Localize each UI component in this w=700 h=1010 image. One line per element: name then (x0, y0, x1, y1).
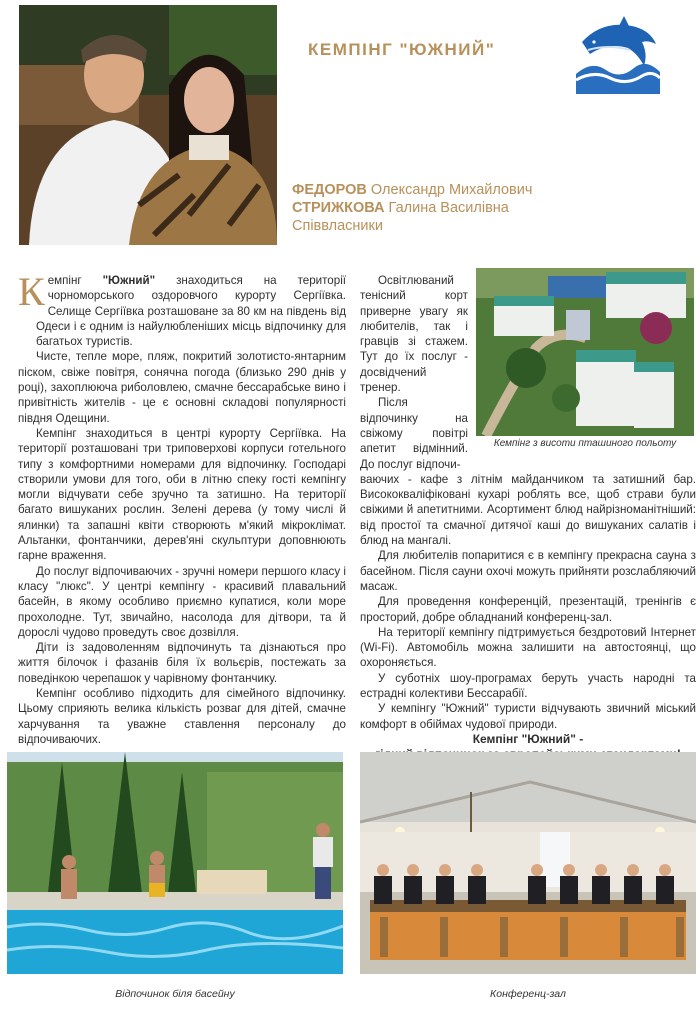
aerial-caption: Кемпінг з висоти пташиного польоту (493, 438, 677, 449)
article-paragraph: Кемпінг знаходиться в центрі курорту Сергіївка. На території розташовані три триповерхові корпуси готельного типу з комфортними номерами для відпочинку. Господарі створили умови для того, оби в літню спеку гості кемпінгу могли відчувати себе зручно та затишно. На території багато вишуканих рослин. Зелені дерева (у тому числі й ялинки) та запашні квіти створюють м'який мікроклімат. Альтанки, фонтанчики, дерев'яні скульптури доповнюють гарне враження. (18, 426, 346, 563)
owners-photo (19, 5, 277, 245)
article-paragraph: На території кемпінгу підтримується бездротовий Інтернет (Wi-Fi). Автомобіль можна залишити на автостоянці, що охороняється. (360, 625, 696, 670)
article-paragraph: У кемпінгу "Южний" туристи відчувають звичний міський комфорт в обіймах чудової природи. (360, 702, 696, 731)
pool-caption: Відпочинок біля басейну (115, 988, 235, 1000)
article-left-column (18, 269, 346, 747)
slogan-line-1: Кемпінг "Южний" - (472, 731, 584, 746)
article-paragraph: Для любителів попаритися є в кемпінгу прекрасна сауна з басейном. Після сауни охочі можуть прийняти розслабляючий масаж. (360, 549, 696, 593)
owner1-name: Олександр Михайлович (370, 182, 533, 198)
conference-photo (360, 752, 696, 974)
owners-block (292, 181, 532, 235)
article-paragraph: Кемпінг особливо підходить для сімейного відпочинку. Цьому сприяють велика кількість розваг для дітей, смачне харчування та уважне ставлення персоналу до відпочиваючих. (18, 687, 346, 746)
dolphin-logo-icon (572, 14, 664, 94)
drop-cap: К (18, 269, 45, 314)
article-paragraph: Освітлюваний тенісний корт приверне увагу як любителів, так і гравців зі стажем. Тут до їх послуг - досвідчений тренер. (360, 274, 468, 395)
article-paragraph: Кемпінг "Южний" знаходиться на території чорноморського оздоровчого курорту Сергіївка. Селище Сергіївка розташоване за 80 км на південь від Одеси і є одним із найулюбленіших місць відпочинку для багатьох туристів. (18, 269, 346, 349)
article-paragraph: Після відпочинку на свіжому повітрі апетит відмінний. До послуг відпочи- (360, 396, 468, 471)
aerial-photo (476, 268, 694, 436)
article-paragraph: ваючих - кафе з літнім майданчиком та затишний бар. Висококваліфіковані кухарі роблять все, щоб страви були свіжими й апетитними. Асортимент блюд найрізноманітніший: від простої та смачної дитячої каші до вишуканих салатів і блюд на мангалі. (360, 472, 696, 548)
pool-photo (7, 752, 343, 974)
article-paragraph: До послуг відпочиваючих - зручні номери першого класу і класу "люкс". У центрі кемпінгу - красивий плавальний басейн, в якому особливо приємно купатися, коли море прохолодне. Тут, звичайно, насолода для дітвори, та й дорослі чудово проведуть своє дозвілля. (18, 564, 346, 639)
brand-title: КЕМПІНГ "ЮЖНИЙ" (308, 40, 496, 59)
owners-role: Співвласники (292, 218, 383, 234)
article-paragraph: Діти із задоволенням відпочинуть та дізнаються про життя білочок і фазанів біля їх вольєрів, постежать за поведінкою черепашок у чарівному фонтанчику. (18, 641, 346, 685)
owner1-surname: ФЕДОРОВ (292, 182, 367, 198)
article-paragraph: Чисте, тепле море, пляж, покритий золотисто-янтарним піском, свіже повітря, сонячна погода (близько 290 днів у році), захоплююча риболовлею, смачне бессарабське вино і привітність жителів - це є основні складові популярності півдня Одещини. (18, 350, 346, 425)
conference-caption: Конференц-зал (490, 988, 566, 1000)
article-paragraph: У суботніх шоу-програмах беруть участь народні та естрадні колективи Бессарабії. (360, 671, 696, 701)
owner2-name: Галина Василівна (388, 200, 509, 216)
owner2-surname: СТРИЖКОВА (292, 200, 385, 216)
article-paragraph: Для проведення конференцій, презентацій, тренінгів є просторий, добре обладнаний конференц-зал. (360, 595, 696, 624)
